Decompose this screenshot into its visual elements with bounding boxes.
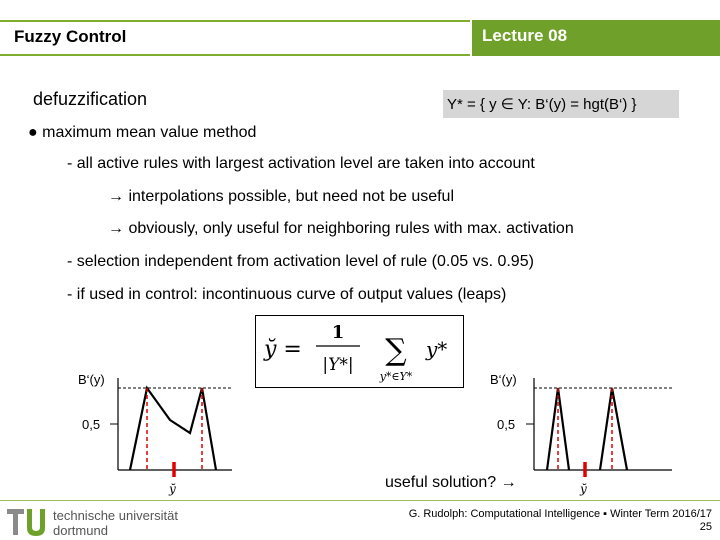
logo-text-line1: technische universität (53, 508, 179, 523)
footer-rule (0, 500, 720, 501)
equation-denominator: |Y*| (322, 355, 354, 375)
lecture-badge (472, 20, 720, 56)
left-plot (0, 360, 250, 500)
left-plot-marker-label: y̆ (169, 482, 176, 496)
point-2: → interpolations possible, but need not be useful (108, 188, 455, 205)
point-1: - all active rules with largest activation level are taken into account (67, 155, 535, 172)
equation (256, 316, 463, 387)
right-plot-curve-1 (547, 388, 569, 470)
equation-numerator: 1 (331, 322, 345, 343)
lecture-label: Lecture 08 (482, 26, 568, 45)
point-4: - selection independent from activation level of rule (0.05 vs. 0.95) (67, 253, 534, 270)
point-3: → obviously, only useful for neighboring rules with max. activation (108, 220, 574, 237)
page-number: 25 (699, 521, 712, 533)
footer-credit (409, 508, 712, 534)
equation-term: y* (426, 337, 448, 361)
useful-solution-question: useful solution? → (385, 474, 517, 491)
definition-box (443, 90, 679, 118)
right-plot-curve-2 (600, 388, 627, 470)
left-plot-ylabel: B‘(y) (78, 372, 105, 387)
point-5: - if used in control: incontinuous curve of output values (leaps) (67, 286, 507, 303)
bullet-heading: ● maximum mean value method (28, 124, 257, 141)
footer-credit-text: G. Rudolph: Computational Intelligence ▪ Winter Term 2016/17 (408, 508, 712, 520)
equation-box (255, 315, 464, 388)
tu-dortmund-logo (3, 503, 208, 539)
equation-lhs: y̆ = (264, 337, 302, 362)
definition-text: Y* = { y ∈ Y: B‘(y) = hgt(B‘) } (447, 96, 637, 113)
sum-subscript: y*∈Y* (379, 370, 413, 383)
right-plot-ylabel: B‘(y) (490, 372, 517, 387)
logo-text-line2: dortmund (53, 523, 108, 538)
sum-symbol: ∑ (385, 333, 407, 368)
right-plot-tick: 0,5 (497, 417, 516, 432)
left-plot-curve (130, 388, 216, 470)
slide-subtitle: defuzzification (33, 89, 148, 109)
header-title: Fuzzy Control (14, 27, 127, 46)
left-plot-tick: 0,5 (82, 417, 101, 432)
header-title-bar (0, 20, 470, 56)
right-plot-marker-label: y̆ (580, 482, 587, 496)
